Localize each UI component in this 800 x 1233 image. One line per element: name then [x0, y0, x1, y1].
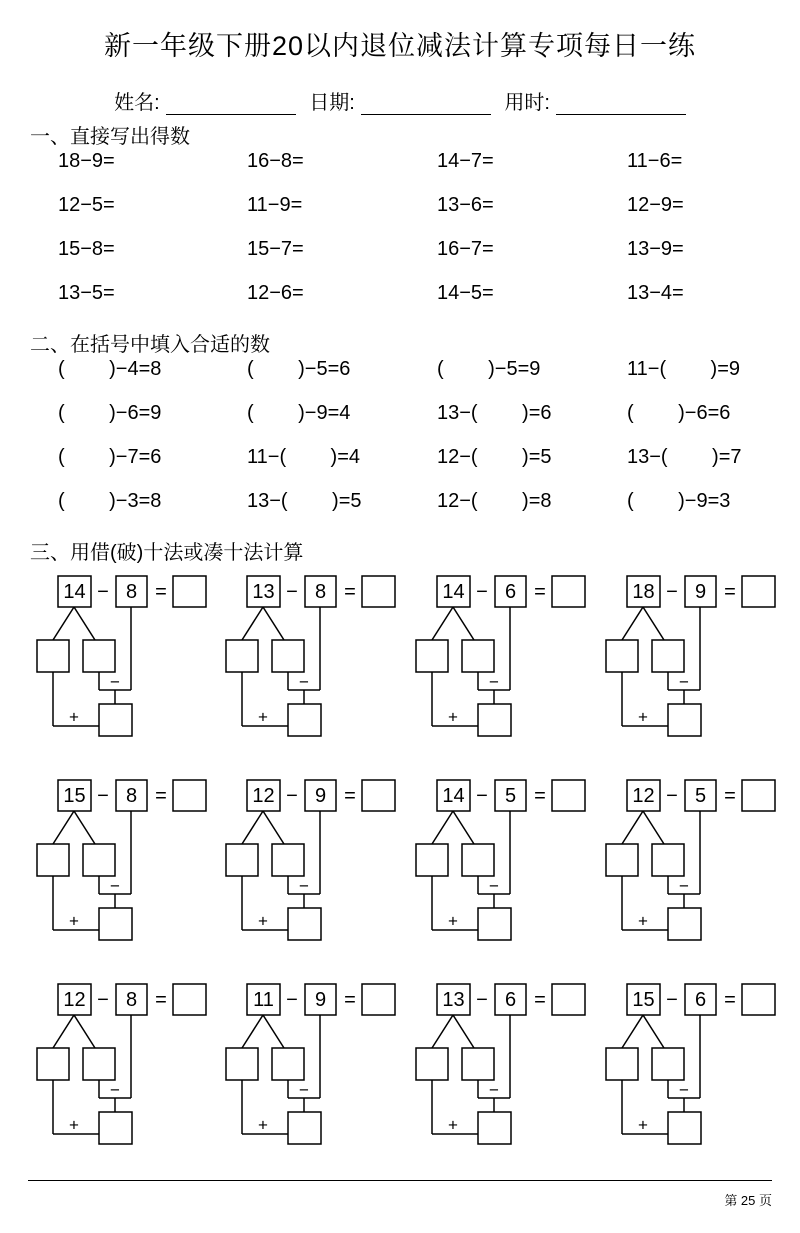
answer-box[interactable]: [742, 576, 775, 607]
plus-sign: +: [448, 707, 458, 727]
s2-problem[interactable]: 12−( )=5: [437, 446, 552, 468]
branch-line: [74, 1015, 95, 1048]
minuend-value: 18: [632, 581, 655, 603]
branch-line: [242, 607, 263, 640]
s1-problem[interactable]: 13−4=: [627, 282, 684, 304]
s2-problem[interactable]: ( )−5=6: [247, 358, 351, 380]
split-box-right[interactable]: [272, 640, 304, 672]
minus-sign: −: [110, 672, 120, 692]
s1-problem[interactable]: 12−9=: [627, 194, 684, 216]
branch-line: [53, 607, 74, 640]
split-box-left[interactable]: [226, 844, 258, 876]
minus-sign: −: [476, 581, 488, 603]
step-result-box[interactable]: [668, 704, 701, 736]
minus-sign: −: [97, 581, 109, 603]
page-title: 新一年级下册20以内退位减法计算专项每日一练: [103, 31, 697, 61]
s1-problem[interactable]: 12−6=: [247, 282, 304, 304]
answer-box[interactable]: [362, 984, 395, 1015]
step-result-box[interactable]: [668, 908, 701, 940]
branch-line: [453, 1015, 474, 1048]
minuend-value: 14: [63, 581, 86, 603]
branch-line: [263, 1015, 284, 1048]
s2-problem[interactable]: ( )−9=3: [627, 490, 731, 512]
name-label: 姓名:: [114, 92, 160, 114]
minus-sign: −: [666, 785, 678, 807]
minus-sign: −: [299, 672, 309, 692]
split-box-right[interactable]: [83, 640, 115, 672]
minuend-value: 13: [442, 989, 465, 1011]
equals-sign: =: [344, 785, 356, 807]
branch-line: [242, 1015, 263, 1048]
branch-line: [263, 811, 284, 844]
s2-problem[interactable]: ( )−6=9: [58, 402, 162, 424]
s2-problem[interactable]: ( )−3=8: [58, 490, 162, 512]
step-result-box[interactable]: [99, 1112, 132, 1144]
minus-sign: −: [679, 876, 689, 896]
minus-sign: −: [489, 876, 499, 896]
step-result-box[interactable]: [288, 704, 321, 736]
equals-sign: =: [724, 581, 736, 603]
branch-line: [643, 1015, 664, 1048]
step-result-box[interactable]: [288, 1112, 321, 1144]
equals-sign: =: [344, 581, 356, 603]
minuend-value: 15: [63, 785, 86, 807]
branch-line: [453, 811, 474, 844]
answer-box[interactable]: [552, 780, 585, 811]
minus-sign: −: [666, 581, 678, 603]
branch-line: [622, 607, 643, 640]
subtrahend-value: 5: [504, 785, 517, 807]
plus-sign: +: [69, 911, 79, 931]
equals-sign: =: [534, 989, 546, 1011]
minus-sign: −: [110, 876, 120, 896]
plus-sign: +: [258, 1115, 268, 1135]
plus-sign: +: [258, 911, 268, 931]
split-box-right[interactable]: [652, 844, 684, 876]
s2-problem[interactable]: ( )−9=4: [247, 402, 351, 424]
subtrahend-value: 6: [694, 989, 707, 1011]
equals-sign: =: [534, 785, 546, 807]
plus-sign: +: [258, 707, 268, 727]
step-result-box[interactable]: [99, 704, 132, 736]
minuend-value: 12: [63, 989, 86, 1011]
answer-box[interactable]: [173, 576, 206, 607]
plus-sign: +: [638, 911, 648, 931]
answer-box[interactable]: [742, 780, 775, 811]
minus-sign: −: [286, 785, 298, 807]
s1-problem[interactable]: 12−5=: [58, 194, 115, 216]
split-box-left[interactable]: [37, 640, 69, 672]
subtrahend-value: 9: [694, 581, 707, 603]
step-result-box[interactable]: [99, 908, 132, 940]
answer-box[interactable]: [173, 984, 206, 1015]
minus-sign: −: [679, 672, 689, 692]
plus-sign: +: [448, 1115, 458, 1135]
subtrahend-value: 8: [314, 581, 327, 603]
s2-problem[interactable]: 11−( )=9: [627, 358, 741, 380]
branch-line: [432, 607, 453, 640]
plus-sign: +: [638, 1115, 648, 1135]
answer-box[interactable]: [552, 984, 585, 1015]
section1-heading: 一、直接写出得数: [30, 126, 190, 148]
s2-problem[interactable]: 11−( )=4: [247, 446, 361, 468]
minuend-value: 12: [632, 785, 655, 807]
s1-problem[interactable]: 16−8=: [247, 150, 304, 172]
minus-sign: −: [476, 785, 488, 807]
s2-problem[interactable]: 13−( )=6: [437, 402, 552, 424]
split-box-left[interactable]: [226, 1048, 258, 1080]
s1-problem[interactable]: 11−6=: [627, 150, 683, 172]
subtrahend-value: 6: [504, 989, 517, 1011]
equals-sign: =: [534, 581, 546, 603]
split-box-left[interactable]: [606, 1048, 638, 1080]
footer-divider: [28, 1180, 772, 1181]
subtrahend-value: 9: [314, 989, 327, 1011]
s2-problem[interactable]: ( )−7=6: [58, 446, 162, 468]
s1-problem[interactable]: 18−9=: [58, 150, 115, 172]
minus-sign: −: [666, 989, 678, 1011]
minus-sign: −: [97, 989, 109, 1011]
branch-line: [53, 811, 74, 844]
s1-problem[interactable]: 13−9=: [627, 238, 684, 260]
minus-sign: −: [110, 1080, 120, 1100]
split-box-left[interactable]: [226, 640, 258, 672]
plus-sign: +: [448, 911, 458, 931]
branch-line: [242, 811, 263, 844]
branch-line: [622, 811, 643, 844]
step-result-box[interactable]: [668, 1112, 701, 1144]
s1-problem[interactable]: 15−7=: [247, 238, 304, 260]
split-box-left[interactable]: [416, 844, 448, 876]
split-box-right[interactable]: [652, 1048, 684, 1080]
section2-heading: 二、在括号中填入合适的数: [30, 334, 270, 356]
equals-sign: =: [155, 785, 167, 807]
section3-heading: 三、用借(破)十法或凑十法计算: [30, 542, 304, 564]
page-number: 第 25 页: [724, 1193, 772, 1208]
minuend-value: 14: [442, 785, 465, 807]
s1-problem[interactable]: 14−5=: [437, 282, 494, 304]
equals-sign: =: [155, 581, 167, 603]
answer-box[interactable]: [362, 576, 395, 607]
split-box-right[interactable]: [462, 844, 494, 876]
s2-problem[interactable]: ( )−6=6: [627, 402, 731, 424]
split-box-left[interactable]: [416, 1048, 448, 1080]
s2-problem[interactable]: 12−( )=8: [437, 490, 552, 512]
subtrahend-value: 9: [314, 785, 327, 807]
subtrahend-value: 6: [504, 581, 517, 603]
subtrahend-value: 8: [125, 785, 138, 807]
split-box-right[interactable]: [272, 844, 304, 876]
equals-sign: =: [724, 989, 736, 1011]
s2-problem[interactable]: ( )−4=8: [58, 358, 162, 380]
s2-problem[interactable]: 13−( )=5: [247, 490, 362, 512]
branch-line: [643, 811, 664, 844]
s1-problem[interactable]: 14−7=: [437, 150, 494, 172]
minus-sign: −: [489, 1080, 499, 1100]
split-box-right[interactable]: [83, 844, 115, 876]
minuend-value: 13: [252, 581, 275, 603]
minuend-value: 11: [253, 989, 274, 1011]
branch-line: [74, 607, 95, 640]
answer-box[interactable]: [742, 984, 775, 1015]
step-result-box[interactable]: [478, 908, 511, 940]
s1-problem[interactable]: 13−5=: [58, 282, 115, 304]
equals-sign: =: [724, 785, 736, 807]
s1-problem[interactable]: 13−6=: [437, 194, 494, 216]
minus-sign: −: [97, 785, 109, 807]
branch-line: [53, 1015, 74, 1048]
minus-sign: −: [286, 581, 298, 603]
subtrahend-value: 5: [694, 785, 707, 807]
answer-box[interactable]: [552, 576, 585, 607]
split-box-left[interactable]: [606, 844, 638, 876]
minus-sign: −: [476, 989, 488, 1011]
minuend-value: 15: [632, 989, 655, 1011]
split-box-right[interactable]: [83, 1048, 115, 1080]
s1-problem[interactable]: 15−8=: [58, 238, 115, 260]
step-result-box[interactable]: [478, 1112, 511, 1144]
branch-line: [432, 811, 453, 844]
equals-sign: =: [344, 989, 356, 1011]
subtrahend-value: 8: [125, 989, 138, 1011]
date-label: 日期:: [309, 92, 355, 114]
branch-line: [622, 1015, 643, 1048]
s2-problem[interactable]: ( )−5=9: [437, 358, 541, 380]
step-result-box[interactable]: [288, 908, 321, 940]
minus-sign: −: [299, 1080, 309, 1100]
split-box-right[interactable]: [652, 640, 684, 672]
subtrahend-value: 8: [125, 581, 138, 603]
split-box-left[interactable]: [37, 844, 69, 876]
s1-problem[interactable]: 16−7=: [437, 238, 494, 260]
minus-sign: −: [299, 876, 309, 896]
s2-problem[interactable]: 13−( )=7: [627, 446, 742, 468]
plus-sign: +: [638, 707, 648, 727]
branch-line: [74, 811, 95, 844]
s1-problem[interactable]: 11−9=: [247, 194, 303, 216]
split-box-left[interactable]: [416, 640, 448, 672]
equals-sign: =: [155, 989, 167, 1011]
minuend-value: 12: [252, 785, 275, 807]
branch-line: [453, 607, 474, 640]
answer-box[interactable]: [173, 780, 206, 811]
split-box-left[interactable]: [606, 640, 638, 672]
split-box-right[interactable]: [462, 1048, 494, 1080]
minus-sign: −: [679, 1080, 689, 1100]
branch-line: [643, 607, 664, 640]
minuend-value: 14: [442, 581, 465, 603]
branch-line: [432, 1015, 453, 1048]
plus-sign: +: [69, 1115, 79, 1135]
plus-sign: +: [69, 707, 79, 727]
time-label: 用时:: [504, 92, 550, 114]
split-box-right[interactable]: [272, 1048, 304, 1080]
answer-box[interactable]: [362, 780, 395, 811]
minus-sign: −: [286, 989, 298, 1011]
minus-sign: −: [489, 672, 499, 692]
split-box-right[interactable]: [462, 640, 494, 672]
branch-line: [263, 607, 284, 640]
split-box-left[interactable]: [37, 1048, 69, 1080]
step-result-box[interactable]: [478, 704, 511, 736]
